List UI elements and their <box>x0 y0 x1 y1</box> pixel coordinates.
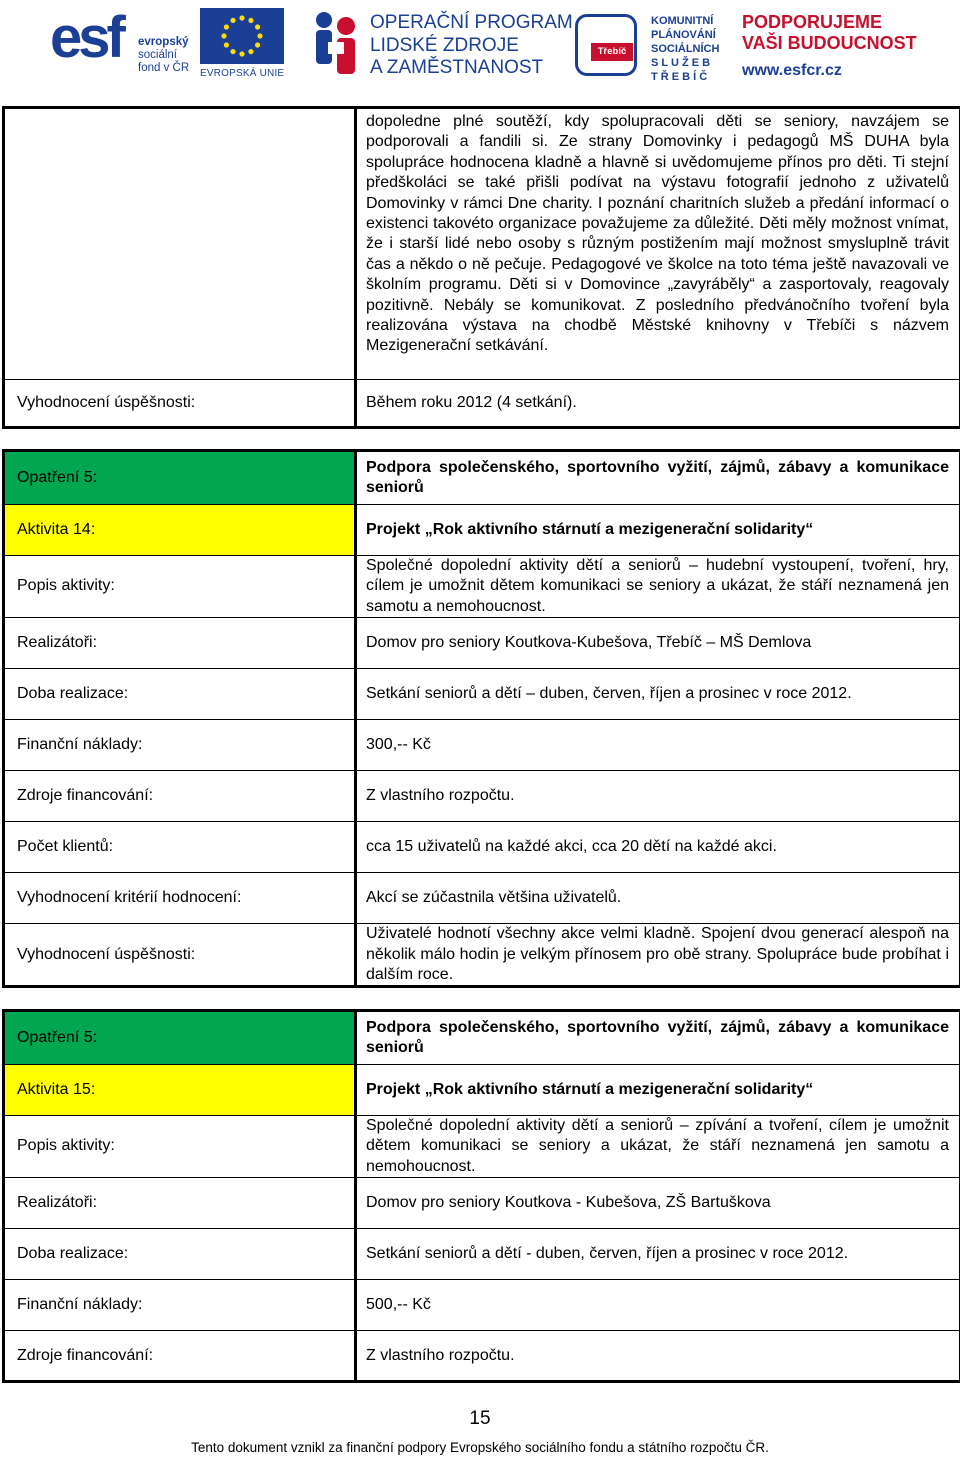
eu-text: EVROPSKÁ UNIE <box>200 68 285 79</box>
success-label: Vyhodnocení úspěšnosti: <box>4 380 356 428</box>
esfcr-url: www.esfcr.cz <box>742 62 842 79</box>
eu-star-icon <box>224 42 229 47</box>
eu-star-icon <box>248 18 253 23</box>
esf-text <box>138 36 189 75</box>
activity-value: Projekt „Rok aktivního stárnutí a mezigenerační solidarity“ <box>356 505 960 556</box>
success-value: Během roku 2012 (4 setkání). <box>356 380 960 428</box>
podporujeme-line: VAŠI BUDOUCNOST <box>742 33 917 53</box>
podporujeme-logo <box>742 12 957 82</box>
cost-value: 500,-- Kč <box>356 1280 960 1331</box>
description-value: Společné dopolední aktivity dětí a seniorů – zpívání a tvoření, cílem je umožnit dětem komunikaci se seniory a ukázat, že stáří neznamená jen samotu a nemohoucnost. <box>356 1116 960 1178</box>
description-label: Popis aktivity: <box>4 1116 356 1178</box>
funding-value: Z vlastního rozpočtu. <box>356 1331 960 1382</box>
description-label: Popis aktivity: <box>4 556 356 618</box>
success-value: Uživatelé hodnotí všechny akce velmi kladně. Spojení dvou generací alespoň na několik málo hodin je velkým přínosem pro obě strany. Spolupráce bude probíhat i dalším roce. <box>356 924 960 987</box>
eu-star-icon <box>248 49 253 54</box>
cost-label: Finanční náklady: <box>4 1280 356 1331</box>
funding-label: Zdroje financování: <box>4 1331 356 1382</box>
measure-value: Podpora společenského, sportovního vyžití, zájmů, zábavy a komunikace seniorů <box>356 1011 960 1065</box>
continued-description: dopoledne plné soutěží, kdy spolupracovali děti se seniory, navzájem se podporovali a fandili si. Ze strany Domovinky i pedagogů MŠ DUHA byla spolupráce hodnocena kladně a hlavně si uvědomujeme přínos pro děti. Ti stejní předškoláci se také přišli podívat na výstavu fotografií jednoho z uživatelů Domovinky v rámci Dne charity. I poznání charitních služeb a předání informací o existenci takovéto organizace považujeme za důležité. Děti měly možnost vnímat, že i starší lidé nebo osoby s různým postižením mají možnost smysluplně trávit čas a někdo o ně pečuje. Pedagogové ve školce na toto téma ještě navazovali ve školním programu. Děti si v Domovince „zavyráběly“ a zasportovaly, reagovaly pozitivně. Nebály se komunikovat. Z posledního předvánočního tvoření byla realizována výstava na chodbě Městské knihovny v Třebíči s názvem Mezigenerační setkávání. <box>356 108 960 380</box>
eu-star-icon <box>255 42 260 47</box>
cost-label: Finanční náklady: <box>4 720 356 771</box>
kp-line: T Ř E B Í Č <box>651 71 708 83</box>
period-label: Doba realizace: <box>4 1229 356 1280</box>
esf-text-line: evropský <box>138 36 189 48</box>
eu-star-icon <box>230 18 235 23</box>
kp-line: KOMUNITNÍ <box>651 15 714 27</box>
eu-logo <box>200 8 286 80</box>
op-line: OPERAČNÍ PROGRAM <box>370 12 573 33</box>
podporujeme-line: PODPORUJEME <box>742 12 883 32</box>
criteria-value: Akcí se zúčastnila většina uživatelů. <box>356 873 960 924</box>
funding-value: Z vlastního rozpočtu. <box>356 771 960 822</box>
op-people-icon <box>312 8 364 78</box>
op-line: A ZAMĚSTNANOST <box>370 57 544 78</box>
esf-text-line: fond v ČR <box>138 62 190 74</box>
esf-logo <box>50 5 195 80</box>
eu-star-icon <box>255 24 260 29</box>
criteria-label: Vyhodnocení kritérií hodnocení: <box>4 873 356 924</box>
eu-star-icon <box>257 33 262 38</box>
implementers-label: Realizátoři: <box>4 1178 356 1229</box>
header-logos <box>0 0 960 90</box>
success-label: Vyhodnocení úspěšnosti: <box>4 924 356 987</box>
eu-star-icon <box>230 49 235 54</box>
kp-line: PLÁNOVÁNÍ <box>651 29 716 41</box>
op-line: LIDSKÉ ZDROJE <box>370 34 519 56</box>
activity-label: Aktivita 15: <box>4 1065 356 1116</box>
podporujeme-text <box>742 12 917 54</box>
period-value: Setkání seniorů a dětí – duben, červen, říjen a prosinec v roce 2012. <box>356 669 960 720</box>
implementers-value: Domov pro seniory Koutkova - Kubešova, ZŠ Bartuškova <box>356 1178 960 1229</box>
description-value: Společné dopolední aktivity dětí a seniorů – hudební vystoupení, tvoření, hry, cílem je umožnit dětem komunikaci se seniory a ukázat, že stáří neznamená jen samotu a nemohoucnost. <box>356 556 960 618</box>
kp-line: SOCIÁLNÍCH <box>651 43 720 55</box>
esf-mark: esf <box>50 5 122 70</box>
measure-label: Opatření 5: <box>4 451 356 505</box>
cost-value: 300,-- Kč <box>356 720 960 771</box>
funding-label: Zdroje financování: <box>4 771 356 822</box>
table-cell-empty <box>4 108 356 380</box>
eu-flag-icon <box>200 8 284 64</box>
eu-star-icon <box>239 51 244 56</box>
kp-line: S L U Ž E B <box>651 57 711 69</box>
implementers-value: Domov pro seniory Koutkova-Kubešova, Třebíč – MŠ Demlova <box>356 618 960 669</box>
implementers-label: Realizátoři: <box>4 618 356 669</box>
kp-badge: Třebíč <box>591 43 633 61</box>
activity-value: Projekt „Rok aktivního stárnutí a mezigenerační solidarity“ <box>356 1065 960 1116</box>
eu-star-icon <box>221 33 226 38</box>
eu-star-icon <box>239 15 244 20</box>
clients-value: cca 15 uživatelů na každé akci, cca 20 dětí na každé akci. <box>356 822 960 873</box>
eu-star-icon <box>224 24 229 29</box>
activity-14-table <box>2 449 960 988</box>
op-logo <box>312 8 573 82</box>
footer-note: Tento dokument vznikl za finanční podpory Evropského sociálního fondu a státního rozpočtu ČR. <box>191 1440 769 1455</box>
measure-value: Podpora společenského, sportovního vyžití, zájmů, zábavy a komunikace seniorů <box>356 451 960 505</box>
activity-label: Aktivita 14: <box>4 505 356 556</box>
kp-emblem <box>575 14 637 76</box>
kp-text <box>651 14 719 84</box>
esf-text-line: sociální <box>138 49 177 61</box>
clients-label: Počet klientů: <box>4 822 356 873</box>
page-number: 15 <box>469 1408 491 1429</box>
period-value: Setkání seniorů a dětí - duben, červen, říjen a prosinec v roce 2012. <box>356 1229 960 1280</box>
op-text <box>370 12 573 80</box>
measure-label: Opatření 5: <box>4 1011 356 1065</box>
period-label: Doba realizace: <box>4 669 356 720</box>
activity-table-continued <box>2 106 960 429</box>
activity-15-table <box>2 1009 960 1383</box>
kp-logo <box>575 10 735 82</box>
